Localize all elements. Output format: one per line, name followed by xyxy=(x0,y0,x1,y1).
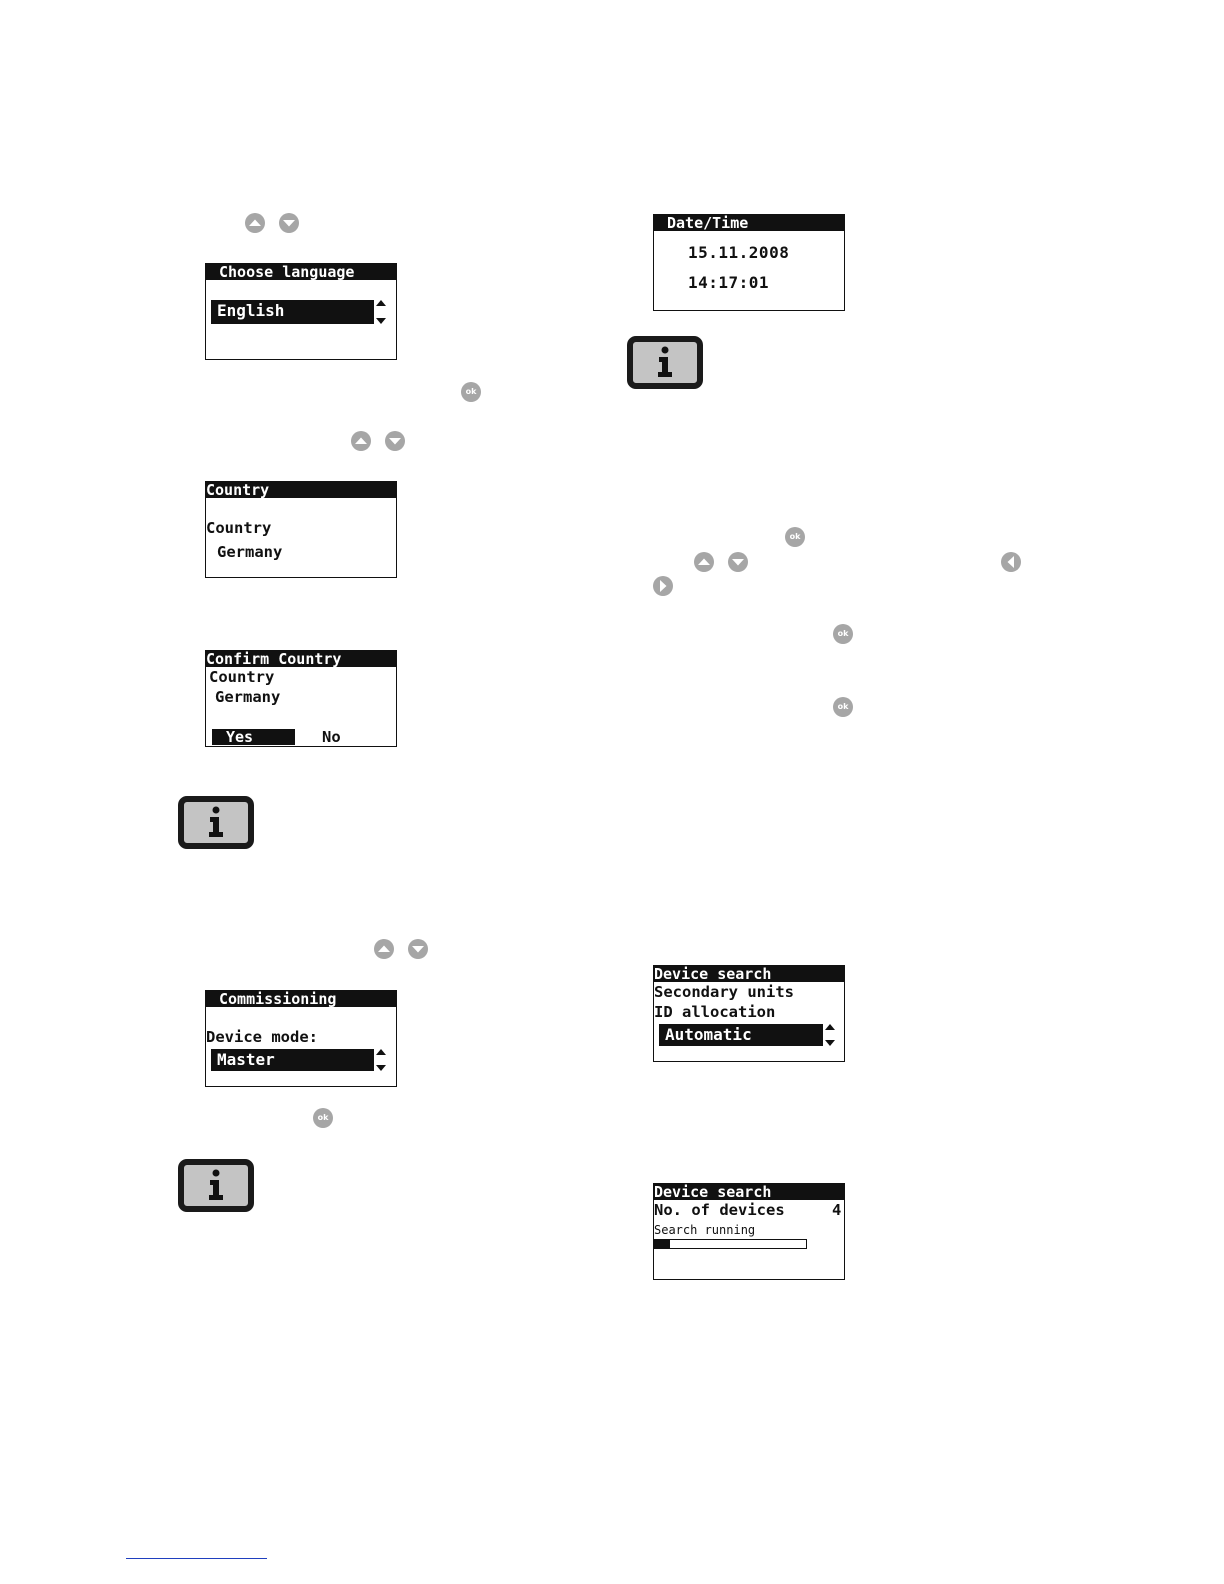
language-selection[interactable]: English xyxy=(211,300,374,324)
screen-title: Device search xyxy=(654,1184,844,1200)
ok-key-icon: ok xyxy=(833,697,853,717)
scroll-down-icon xyxy=(376,318,386,324)
choose-language-screen xyxy=(205,263,397,360)
info-icon xyxy=(627,336,703,389)
scroll-up-icon xyxy=(825,1024,835,1030)
screen-title: Commissioning xyxy=(206,991,396,1007)
scroll-up-icon xyxy=(376,300,386,306)
country-value[interactable]: Germany xyxy=(217,543,283,561)
screen-title: Date/Time xyxy=(654,215,844,231)
arrow-up-key-icon xyxy=(351,431,371,451)
confirm-country-screen xyxy=(205,650,397,747)
arrow-down-key-icon xyxy=(279,213,299,233)
country-label: Country xyxy=(206,519,272,537)
scroll-down-icon xyxy=(825,1040,835,1046)
info-icon xyxy=(178,796,254,849)
commissioning-screen xyxy=(205,990,397,1087)
time-value[interactable]: 14:17:01 xyxy=(688,273,770,292)
arrow-down-key-icon xyxy=(728,552,748,572)
info-icon xyxy=(178,1159,254,1212)
screen-title: Choose language xyxy=(206,264,396,280)
no-option[interactable]: No xyxy=(322,728,341,746)
screen-title: Country xyxy=(206,482,396,498)
date-value[interactable]: 15.11.2008 xyxy=(688,243,790,262)
id-allocation-selection[interactable]: Automatic xyxy=(659,1024,823,1046)
search-progress-bar xyxy=(654,1239,807,1249)
secondary-units-label: Secondary units xyxy=(654,983,794,1001)
id-allocation-label: ID allocation xyxy=(654,1003,776,1021)
arrow-down-key-icon xyxy=(408,939,428,959)
device-search-progress-screen xyxy=(653,1183,845,1280)
ok-key-icon: ok xyxy=(833,624,853,644)
arrow-up-key-icon xyxy=(374,939,394,959)
arrow-down-key-icon xyxy=(385,431,405,451)
device-mode-selection[interactable]: Master xyxy=(211,1049,374,1071)
arrow-up-key-icon xyxy=(694,552,714,572)
arrow-right-key-icon xyxy=(653,576,673,596)
arrow-left-key-icon xyxy=(1001,552,1021,572)
country-screen xyxy=(205,481,397,578)
device-count: 4 xyxy=(832,1201,842,1219)
scroll-down-icon xyxy=(376,1065,386,1071)
country-value: Germany xyxy=(215,688,281,706)
scroll-up-icon xyxy=(376,1049,386,1055)
screen-title: Device search xyxy=(654,966,844,982)
ok-key-icon: ok xyxy=(313,1108,333,1128)
arrow-up-key-icon xyxy=(245,213,265,233)
date-time-screen xyxy=(653,214,845,311)
screen-title: Confirm Country xyxy=(206,651,396,667)
search-progress-fill xyxy=(655,1240,670,1248)
footer-link-line xyxy=(126,1558,267,1559)
ok-key-icon: ok xyxy=(461,382,481,402)
no-of-devices-label: No. of devices xyxy=(654,1201,785,1219)
country-label: Country xyxy=(209,668,275,686)
device-mode-label: Device mode: xyxy=(206,1028,318,1046)
device-search-id-screen xyxy=(653,965,845,1062)
ok-key-icon: ok xyxy=(785,527,805,547)
search-status: Search running xyxy=(654,1223,756,1237)
yes-option[interactable]: Yes xyxy=(212,729,295,745)
